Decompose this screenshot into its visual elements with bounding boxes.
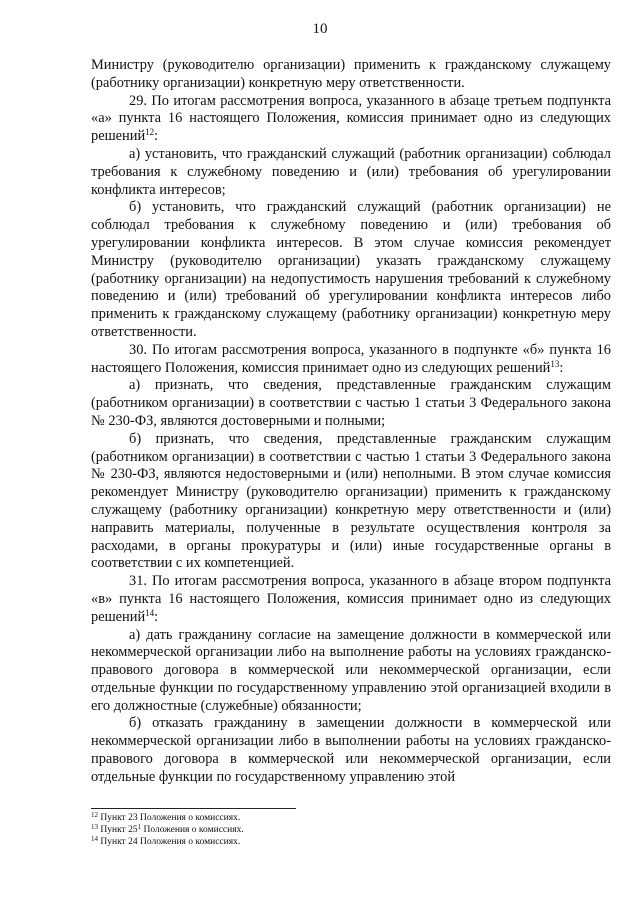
footnote-divider: [91, 808, 296, 809]
page-number: 10: [312, 21, 328, 37]
footnote-ref-14: 14: [145, 607, 155, 618]
paragraph-29-a: а) установить, что гражданский служащий (работник организации) соблюдал требования к служебному поведению и (или) требования об урегулировании конфликта интересов;: [91, 145, 611, 198]
paragraph-30-b: б) признать, что сведения, представленные гражданским служащим (работником организации) в соответствии с частью 1 статьи 3 Федерального закона № 230-ФЗ, являются недостоверными и (или) неполными. В этом случае комиссия рекомендует Министру (руководителю организации) применить к гражданскому служащему (работнику организации) конкретную меру ответственности и (или) направить материалы, полученные в результате осуществления контроля за расходами, в органы прокуратуры и (или) иные государственные органы в соответствии с их компетенцией.: [91, 430, 611, 572]
footnote-item: $^{12}$ Пункт 23 Положения о комиссиях.: [91, 811, 241, 823]
document-body: [91, 57, 611, 787]
paragraph-30-a: а) признать, что сведения, представленные гражданским служащим (работником организации) в соответствии с частью 1 статьи 3 Федерального закона № 230-ФЗ, являются достоверными и полными;: [91, 377, 611, 429]
footnotes: [91, 812, 611, 849]
paragraph-item-29: 29. По итогам рассмотрения вопроса, указанного в абзаце третьем подпункта «а» пункта 16 настоящего Положения, комиссия принимает одно из следующих решений$^{12}$:: [91, 92, 611, 145]
paragraph-item-31: 31. По итогам рассмотрения вопроса, указанного в абзаце втором подпункта «в» пункта 16 настоящего Положения, комиссия принимает одно из следующих решений$^{14}$:: [91, 573, 611, 625]
paragraph-31-a: а) дать гражданину согласие на замещение должности в коммерческой или некоммерческой организации либо на выполнение работы на условиях гражданско-правового договора в коммерческой или некоммерческой организации, если отдельные функции по государственному управлению этой организацией входили в его должностные (служебные) обязанности;: [91, 626, 611, 714]
footnote-item: $^{14}$ Пункт 24 Положения о комиссиях.: [91, 835, 241, 848]
footnote-item: $^{13}$ Пункт $25^1$ Положения о комиссиях.: [91, 823, 244, 836]
paragraph-31-b: б) отказать гражданину в замещении должности в коммерческой или некоммерческой организации либо в выполнении работы на условиях гражданско-правового договора в коммерческой или некоммерческой организации, если отдельные функции по государственному управлению этой: [91, 715, 611, 785]
footnote-ref-12: 12: [145, 127, 155, 138]
paragraph-item-30: 30. По итогам рассмотрения вопроса, указанного в подпункте «б» пункта 16 настоящего Положения, комиссия принимает одно из следующих решений$^{13}$:: [91, 341, 611, 376]
footnote-ref-13: 13: [550, 358, 560, 369]
paragraph-continuation: Министру (руководителю организации) применить к гражданскому служащему (работнику организации) конкретную меру ответственности.: [91, 57, 611, 91]
paragraph-29-b: б) установить, что гражданский служащий (работник организации) не соблюдал требования к служебному поведению и (или) требования об урегулировании конфликта интересов. В этом случае комиссия рекомендует Министру (руководителю организации) указать гражданскому служащему (работнику организации) на недопустимость нарушения требований к служебному поведению и (или) требований об урегулировании конфликта интересов либо применить к гражданскому служащему (работнику организации) конкретную меру ответственности.: [91, 199, 611, 340]
